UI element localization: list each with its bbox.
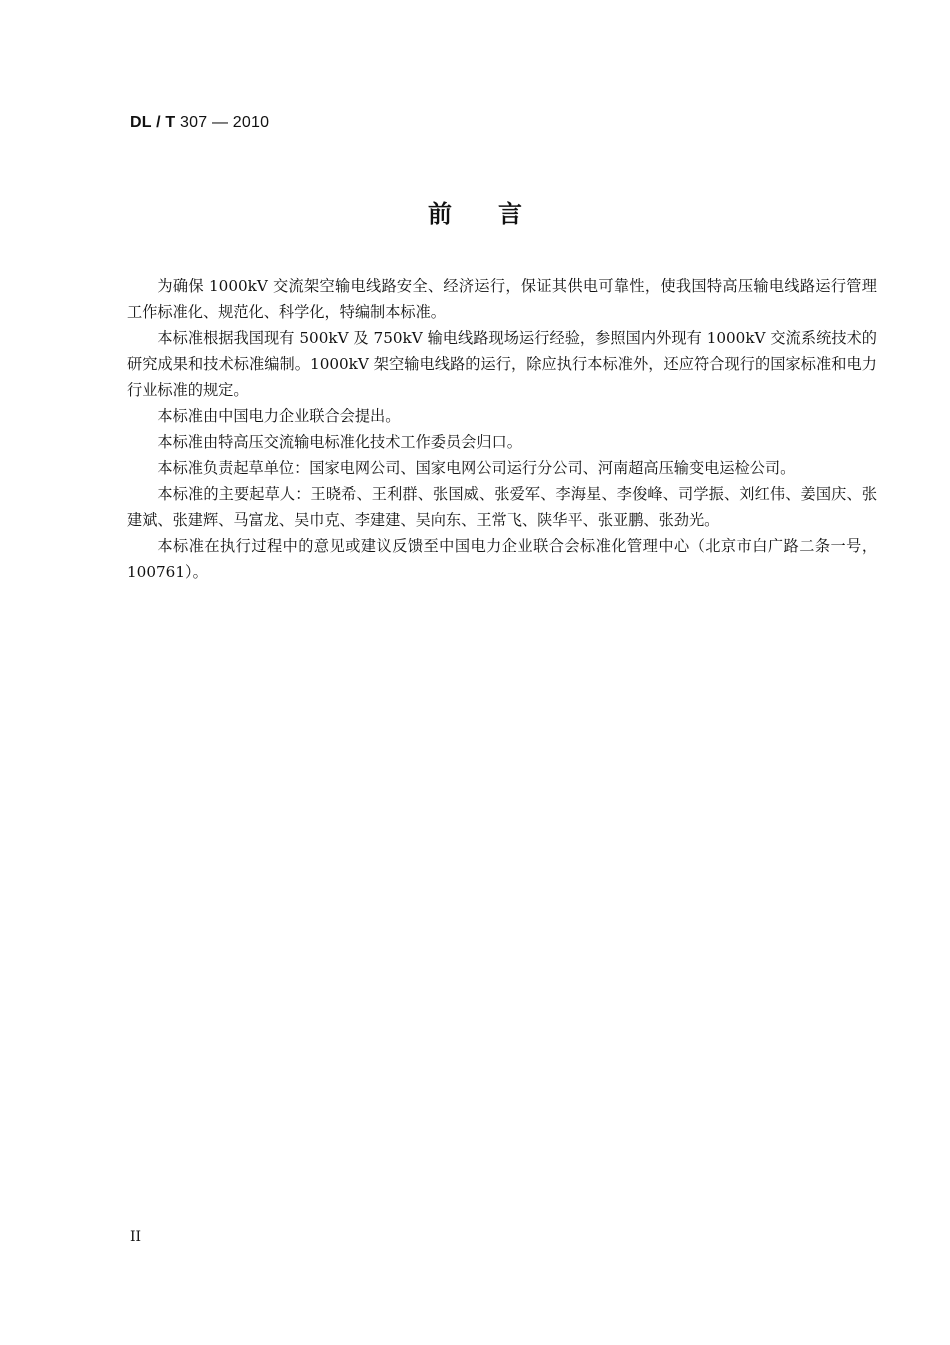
page-title: 前言 (428, 200, 568, 228)
paragraph-drafting-units: 本标准负责起草单位：国家电网公司、国家电网公司运行分公司、河南超高压输变电运检公司。 (157, 459, 796, 477)
preface-body (127, 273, 877, 585)
paragraph-drafters: 本标准的主要起草人：王晓希、王利群、张国威、张爱军、李海星、李俊峰、司学振、刘红伟、姜国庆、张建斌、张建辉、马富龙、吴巾克、李建建、吴向东、王常飞、陕华平、张亚鹏、张劲光。 (127, 485, 877, 529)
paragraph-proposer: 本标准由中国电力企业联合会提出。 (157, 407, 401, 425)
standard-code: DL / T (130, 114, 176, 131)
document-header (130, 114, 269, 132)
paragraph-feedback: 本标准在执行过程中的意见或建议反馈至中国电力企业联合会标准化管理中心（北京市白广路二条一号，100761）。 (127, 537, 877, 581)
paragraph-purpose: 为确保 1000kV 交流架空输电线路安全、经济运行，保证其供电可靠性，使我国特高压输电线路运行管理工作标准化、规范化、科学化，特编制本标准。 (127, 277, 877, 321)
page-number: II (130, 1229, 142, 1245)
paragraph-basis: 本标准根据我国现有 500kV 及 750kV 输电线路现场运行经验，参照国内外现有 1000kV 交流系统技术的研究成果和技术标准编制。1000kV 架空输电线路的运行，除应执行本标准外，还应符合现行的国家标准和电力行业标准的规定。 (127, 329, 877, 399)
standard-number: 307 — 2010 (180, 114, 270, 131)
paragraph-committee: 本标准由特高压交流输电标准化技术工作委员会归口。 (157, 433, 522, 451)
